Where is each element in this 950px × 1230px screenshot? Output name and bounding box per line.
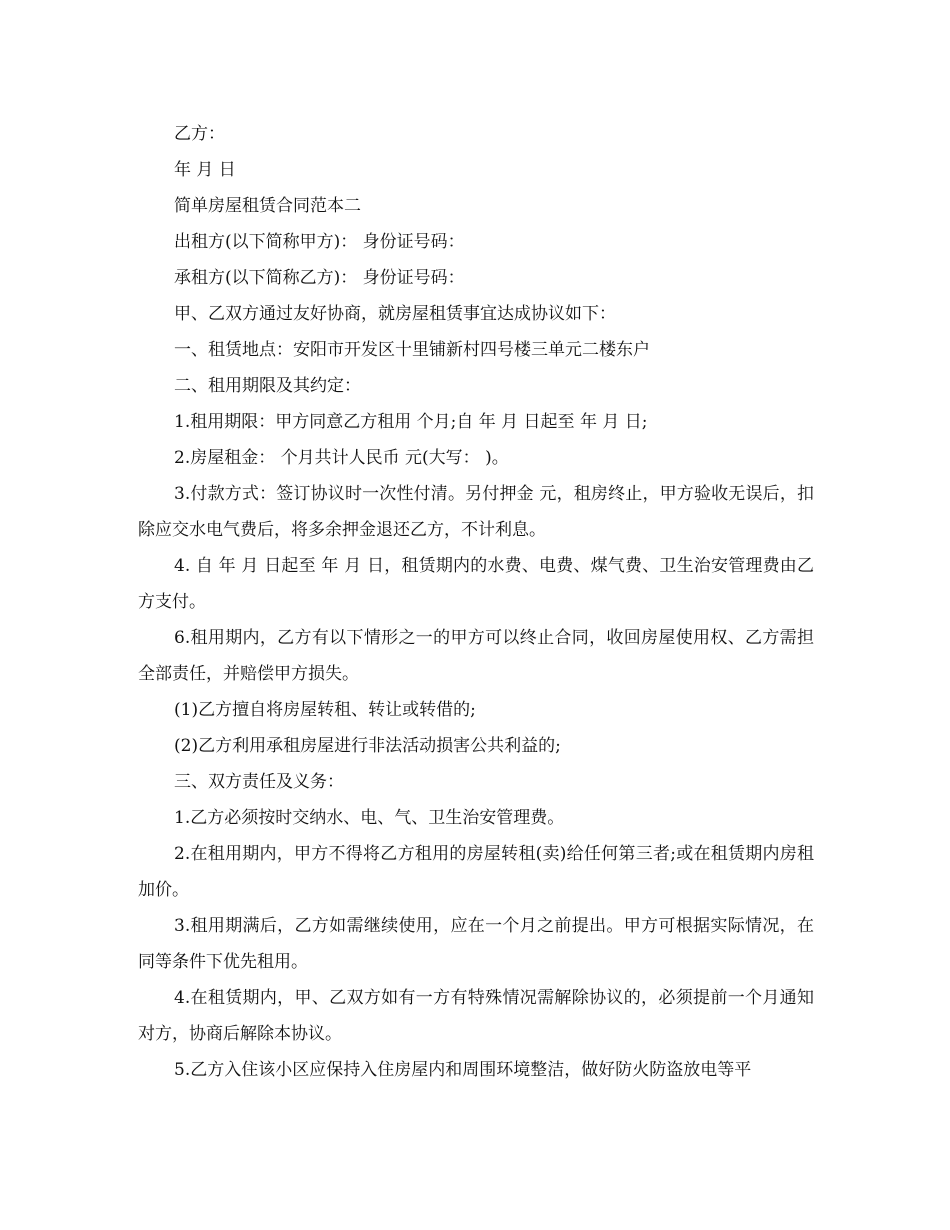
party-b-label: 乙方： bbox=[174, 124, 225, 144]
clause-rent: 2.房屋租金： 个月共计人民币 元(大写： )。 bbox=[174, 448, 509, 468]
clause-termination: 6.租用期内，乙方有以下情形之一的甲方可以终止合同，收回房屋使用权、乙方需担全部责任，并赔偿甲方损失。 bbox=[138, 628, 814, 684]
lessor-line: 出租方(以下简称甲方)： 身份证号码： bbox=[174, 232, 465, 252]
date-line: 年 月 日 bbox=[174, 160, 236, 180]
clause-payment: 3.付款方式：签订协议时一次性付清。另付押金 元，租房终止，甲方验收无误后，扣除应交水电气费后，将多余押金退还乙方，不计利息。 bbox=[138, 484, 814, 540]
duty-5: 5.乙方入住该小区应保持入住房屋内和周围环境整洁，做好防火防盗放电等平 bbox=[174, 1060, 752, 1080]
agreement-intro: 甲、乙双方通过友好协商，就房屋租赁事宜达成协议如下： bbox=[174, 304, 616, 324]
termination-item-1: (1)乙方擅自将房屋转租、转让或转借的; bbox=[174, 700, 476, 720]
termination-item-2: (2)乙方利用承租房屋进行非法活动损害公共利益的; bbox=[174, 736, 561, 756]
lessee-line: 承租方(以下简称乙方)： 身份证号码： bbox=[174, 268, 465, 288]
document-body bbox=[138, 116, 814, 1088]
section-duties-heading: 三、双方责任及义务： bbox=[174, 772, 344, 792]
section-term-heading: 二、租用期限及其约定： bbox=[174, 376, 361, 396]
contract-title: 简单房屋租赁合同范本二 bbox=[174, 196, 361, 216]
clause-utilities: 4. 自 年 月 日起至 年 月 日，租赁期内的水费、电费、煤气费、卫生治安管理费由乙方支付。 bbox=[138, 556, 814, 612]
duty-4: 4.在租赁期内，甲、乙双方如有一方有特殊情况需解除协议的，必须提前一个月通知对方，协商后解除本协议。 bbox=[138, 988, 814, 1044]
duty-1: 1.乙方必须按时交纳水、电、气、卫生治安管理费。 bbox=[174, 808, 565, 828]
clause-term: 1.租用期限：甲方同意乙方租用 个月;自 年 月 日起至 年 月 日; bbox=[174, 412, 648, 432]
duty-3: 3.租用期满后，乙方如需继续使用，应在一个月之前提出。甲方可根据实际情况，在同等条件下优先租用。 bbox=[138, 916, 814, 972]
duty-2: 2.在租用期内，甲方不得将乙方租用的房屋转租(卖)给任何第三者;或在租赁期内房租加价。 bbox=[138, 844, 814, 900]
section-location: 一、租赁地点：安阳市开发区十里铺新村四号楼三单元二楼东户 bbox=[174, 340, 650, 360]
